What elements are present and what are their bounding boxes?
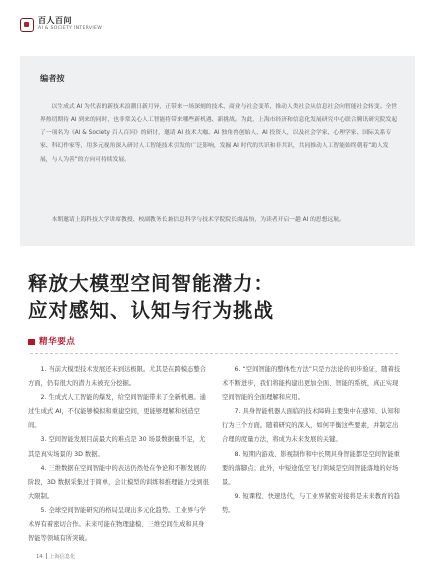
points-column-left [28, 363, 210, 546]
points-column-right [222, 363, 404, 518]
editor-note-box [20, 56, 415, 246]
section-divider [30, 353, 398, 354]
article-title-line2: 应对感知、认知与行为挑战 [28, 299, 275, 322]
editor-note-paragraph: 以生成式 AI 为代表的新技术浪潮日新月异，正带来一场深刻的技术、商业与社会变革，推动人类社会从信息社会向智能社会转变。全世界热切期待 AI 到来的同时，也非常关心人工智能将带来哪些新机遇、新挑战。为此，上海市经济和信息化发展研究中心联合腾讯研究院发起了一项名为《AI & Society 百人百问》的研讨，邀请 AI 技术大咖、AI 独角兽创始人、AI 投资人，以及社会学家、心理学家、国际关系专家、科幻作家等，用多元视角深入研讨人工智能技术引发的广泛影响，发掘 AI 时代的共识和非共识，共同推动人工智能始终朝着“助人发展，与人为善”的方向可持续发展。 [40, 103, 398, 163]
brand-logo-icon [20, 18, 34, 32]
brand-title-cn: 百人百问 [38, 16, 72, 25]
key-point: 7. 具身智能机器人面临的技术障碍主要集中在感知、认知和行为三个方面。随着研究的深入，如何平衡这些要素，并制定出合理的度量方法，将成为未来发展的关键。 [222, 408, 400, 444]
key-point: 1. 当前大模型技术发展还未到达极限。尤其是在跨模态整合方面，仍有很大的潜力未被充分挖掘。 [28, 366, 206, 388]
key-point: 3. 空间智能发展目前最大的难点是 30 场景数据量不足，尤其是真实场景的 3D 数据。 [28, 436, 206, 458]
publication-name: 上海信息化 [49, 554, 76, 560]
editor-note-title: 编者按 [40, 73, 65, 83]
key-point: 5. 全球空间智能研究的格局呈现出多元化趋势。工业界与学术界有着密切合作。未来可能在物理建模、三维空间生成和具身智能等领域有所突破。 [28, 506, 206, 543]
key-point: 2. 生成式人工智能的爆发，给空间智能带来了全新机遇。通过生成式 AI，不仅能够模拟和重建空间，更能够理解和创造空间。 [28, 394, 206, 430]
editor-note-paragraph: 本期邀请上海科技大学讲席教授、校副教务长兼信息科学与技术学院院长虞晶怡，为读者开启一趟 AI 的思想远航。 [51, 216, 345, 223]
page-header [20, 13, 415, 37]
key-point: 6. “空间智能的整体性方法”只是方法论的初步验证，随着技术不断进步，我们将能构建出更加全面、智能的系统，真正实现空间智能的全面理解和应用。 [222, 366, 401, 402]
key-point: 9. 短课程、快速迭代，与工业界紧密对接将是未来教育的趋势。 [222, 492, 400, 514]
footer-divider [46, 553, 47, 559]
section-title: 精华要点 [39, 337, 76, 347]
key-point: 8. 短期内游戏、影视制作和中长期具身智能都是空间智能重要的落脚点；此外，中短途低空飞行领域是空间智能落地的好场景。 [222, 450, 400, 486]
section-marker-icon [28, 339, 35, 345]
key-point: 4. 三维数据在空间智能中的表达仍然处在争论和不断发展的阶段，3D 数据采集过于简单，会让模型的训练和推理能力受到很大限制。 [28, 464, 209, 500]
brand-title-en: AI & SOCIETY INTERVIEW [38, 26, 103, 31]
page-number: 14 [36, 554, 43, 560]
article-title-line1: 释放大模型空间智能潜力： [28, 272, 275, 295]
page-footer [36, 553, 75, 560]
